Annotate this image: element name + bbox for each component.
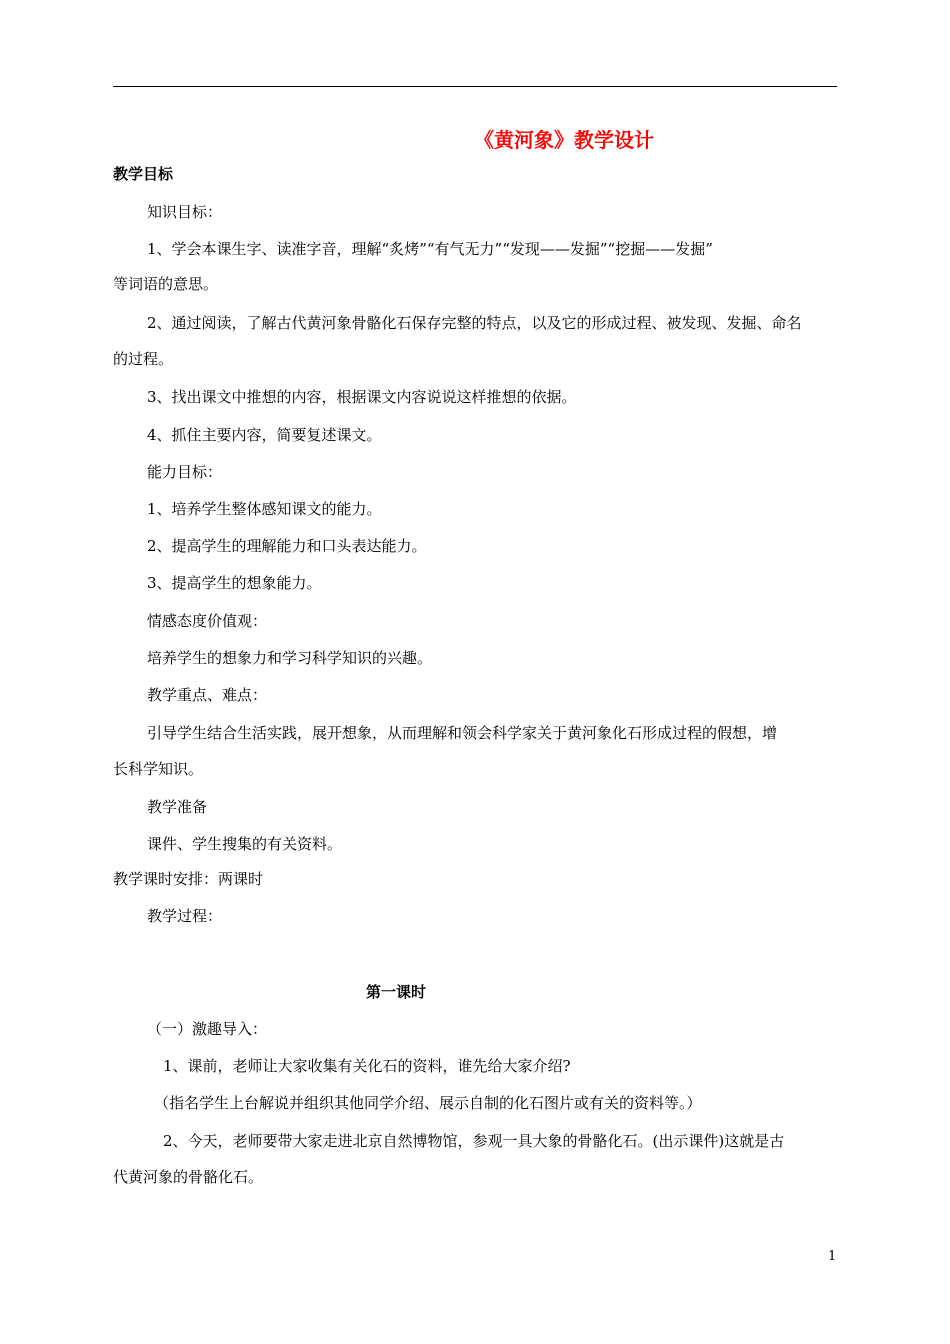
document-title: 《黄河象》教学设计 (474, 128, 654, 152)
paragraph-line: 1、课前，老师让大家收集有关化石的资料，谁先给大家介绍? (163, 1057, 571, 1075)
paragraph-line: 引导学生结合生活实践，展开想象，从而理解和领会科学家关于黄河象化石形成过程的假想，增 (147, 724, 778, 742)
subheading-values: 情感态度价值观： (147, 612, 268, 630)
paragraph-line: 长科学知识。 (113, 760, 204, 778)
paragraph-line: 1、学会本课生字、读准字音，理解“炙烤”“有气无力”“发现——发掘”“挖掘——发掘” (147, 240, 713, 258)
paragraph-line: 2、今天，老师要带大家走进北京自然博物馆，参观一具大象的骨骼化石。(出示课件)这就是古 (163, 1132, 785, 1150)
subheading-knowledge-objectives: 知识目标： (147, 203, 223, 221)
paragraph-line: 3、找出课文中推想的内容，根据课文内容说说这样推想的依据。 (147, 388, 577, 406)
paragraph-line: （指名学生上台解说并组织其他同学介绍、展示自制的化石图片或有关的资料等。） (154, 1094, 702, 1112)
section-heading-first-lesson: 第一课时 (366, 983, 427, 1001)
paragraph-line: 等词语的意思。 (113, 275, 219, 293)
paragraph-line: 代黄河象的骨骼化石。 (113, 1168, 264, 1186)
paragraph-line: 4、抓住主要内容，简要复述课文。 (147, 426, 382, 444)
paragraph-line: 的过程。 (113, 350, 174, 368)
paragraph-line: 培养学生的想象力和学习科学知识的兴趣。 (147, 649, 433, 667)
header-rule (113, 86, 837, 87)
subheading-key-points: 教学重点、难点： (147, 686, 268, 704)
subheading-preparation: 教学准备 (147, 798, 208, 816)
subheading-introduction: （一）激趣导入： (147, 1020, 268, 1038)
paragraph-line: 课件、学生搜集的有关资料。 (147, 835, 343, 853)
section-heading-objectives: 教学目标 (113, 165, 174, 183)
paragraph-line: 1、培养学生整体感知课文的能力。 (147, 500, 382, 518)
paragraph-line: 2、通过阅读，了解古代黄河象骨骼化石保存完整的特点，以及它的形成过程、被发现、发掘、命名 (147, 314, 802, 332)
page-number: 1 (828, 1249, 837, 1264)
paragraph-line: 教学课时安排：两课时 (113, 870, 264, 888)
subheading-process: 教学过程： (147, 907, 223, 925)
paragraph-line: 3、提高学生的想象能力。 (147, 574, 322, 592)
subheading-ability-objectives: 能力目标： (147, 463, 223, 481)
paragraph-line: 2、提高学生的理解能力和口头表达能力。 (147, 537, 427, 555)
